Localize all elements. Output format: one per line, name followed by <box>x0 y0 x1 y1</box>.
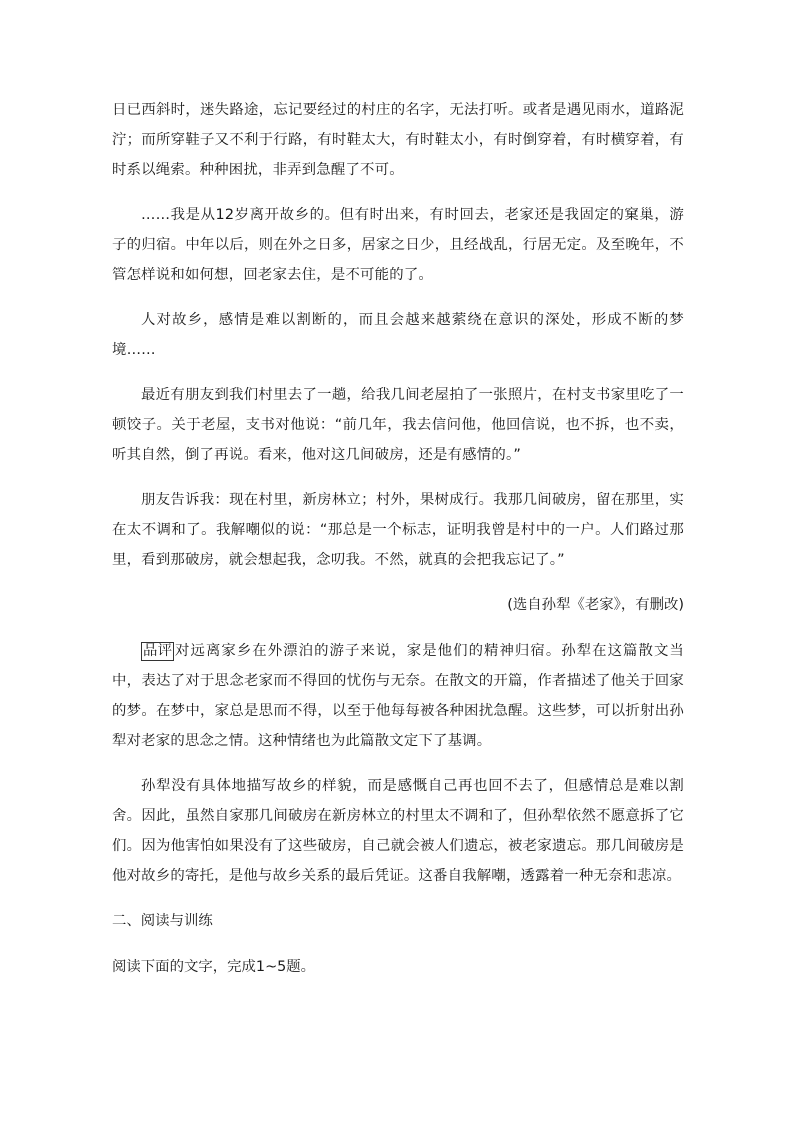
document-page <box>112 95 684 998</box>
passage-paragraph-5: 朋友告诉我：现在村里，新房林立；村外，果树成行。我那几间破房，留在那里，实在太不调和了。我解嘲似的说：“那总是一个标志，证明我曾是村中的一户。人们路过那里，看到那破房，就会想起我，念叨我。不然，就真的会把我忘记了。” <box>112 492 684 568</box>
section-instruction: 阅读下面的文字，完成1~5题。 <box>112 959 316 975</box>
section-heading: 二、阅读与训练 <box>112 913 213 929</box>
passage-paragraph-4: 最近有朋友到我们村里去了一趟，给我几间老屋拍了一张照片，在村支书家里吃了一顿饺子。关于老屋，支书对他说：“前几年，我去信问他，他回信说，也不拆，也不卖，听其自然，倒了再说。看来，他对这几间破房，还是有感情的。” <box>112 387 684 463</box>
commentary-label: 品评 <box>143 643 173 659</box>
commentary-paragraph-1 <box>112 636 684 756</box>
commentary-text-1: 对远离家乡在外漂泊的游子来说，家是他们的精神归宿。孙犁在这篇散文当中，表达了对于思念老家而不得回的忧伤与无奈。在散文的开篇，作者描述了他关于回家的梦。在梦中，家总是思而不得，以至于他每每被各种困扰急醒。这些梦，可以折射出孙犁对老家的思念之情。这种情绪也为此篇散文定下了基调。 <box>112 643 684 749</box>
passage-paragraph-2: ……我是从12岁离开故乡的。但有时出来，有时回去，老家还是我固定的窠巢，游子的归宿。中年以后，则在外之日多，居家之日少，且经战乱，行居无定。及至晚年，不管怎样说和如何想，回老家去住，是不可能的了。 <box>112 207 684 283</box>
commentary-paragraph-2: 孙犁没有具体地描写故乡的样貌，而是感慨自己再也回不去了，但感情总是难以割舍。因此，虽然自家那几间破房在新房林立的村里太不调和了，但孙犁依然不愿意拆了它们。因为他害怕如果没有了这些破房，自己就会被人们遗忘，被老家遗忘。那几间破房是他对故乡的寄托，是他与故乡关系的最后凭证。这番自我解嘲，透露着一种无奈和悲凉。 <box>112 778 684 884</box>
passage-source: (选自孙犁《老家》，有删改) <box>507 597 684 613</box>
passage-paragraph-1: 日已西斜时，迷失路途，忘记要经过的村庄的名字，无法打听。或者是遇见雨水，道路泥泞；而所穿鞋子又不利于行路，有时鞋太大，有时鞋太小，有时倒穿着，有时横穿着，有时系以绳索。种种困扰，非弄到急醒了不可。 <box>112 102 684 178</box>
passage-paragraph-3: 人对故乡，感情是难以割断的，而且会越来越萦绕在意识的深处，形成不断的梦境…… <box>112 312 684 358</box>
